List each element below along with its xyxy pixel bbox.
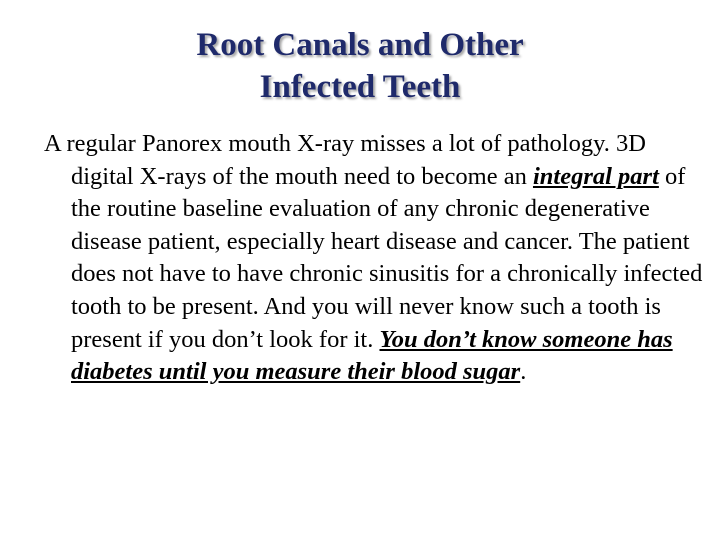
emphasis-diabetes-statement: You don’t know someone has diabetes until you measure their blood sugar: [71, 325, 673, 386]
body-paragraph: [44, 128, 711, 389]
emphasis-integral-part: integral part: [532, 162, 659, 190]
body-text-part-3: .: [520, 358, 527, 386]
slide-title: [0, 24, 720, 108]
title-line-1: Root Canals and Other: [196, 27, 524, 63]
body-text-part-1: A regular Panorex mouth X-ray misses a lot of pathology. 3D digital X-rays of the mouth need to become an: [44, 130, 646, 190]
body-text-part-2: of the routine baseline evaluation of any chronic degenerative disease patient, especially heart disease and cancer. The patient does not have to have chronic sinusitis for a chronically infected tooth to be present. And you will never know such a tooth is present if you don’t look for it.: [71, 162, 703, 353]
title-line-2: Infected Teeth: [259, 69, 461, 105]
